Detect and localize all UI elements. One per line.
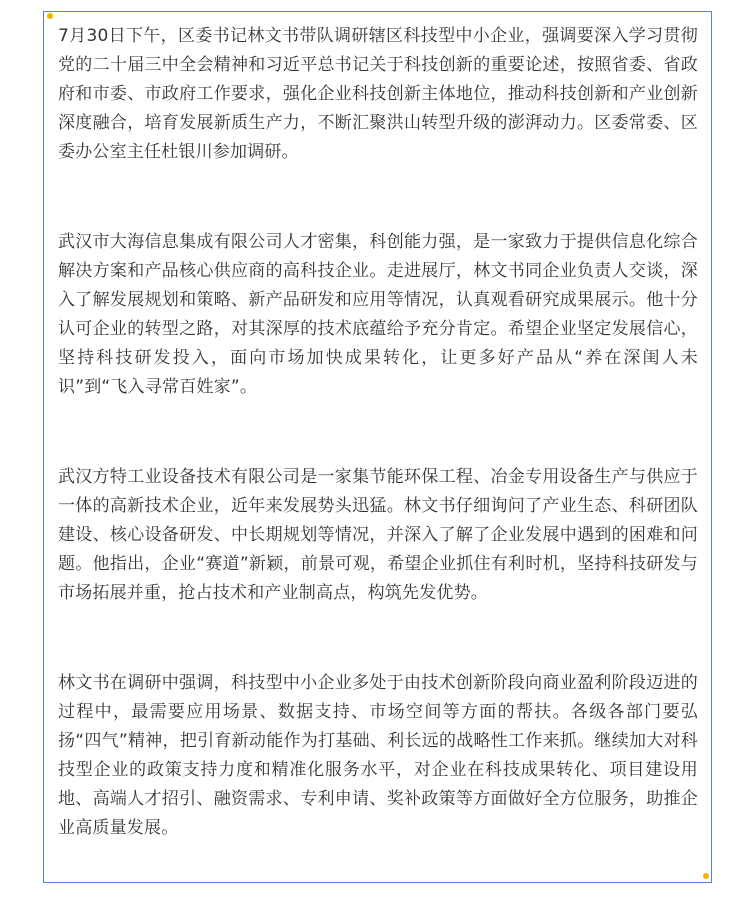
corner-dot-top-left <box>47 13 53 19</box>
paragraph-1: 7月30日下午，区委书记林文书带队调研辖区科技型中小企业，强调要深入学习贯彻党的二十届三中全会精神和习近平总书记关于科技创新的重要论述，按照省委、省政府和市委、市政府工作要求，强化企业科技创新主体地位，推动科技创新和产业创新深度融合，培育发展新质生产力，不断汇聚洪山转型升级的澎湃动力。区委常委、区委办公室主任杜银川参加调研。 <box>58 26 698 162</box>
paragraph-2: 武汉市大海信息集成有限公司人才密集，科创能力强，是一家致力于提供信息化综合解决方案和产品核心供应商的高科技企业。走进展厅，林文书同企业负责人交谈，深入了解发展规划和策略、新产品研发和应用等情况，认真观看研究成果展示。他十分认可企业的转型之路，对其深厚的技术底蕴给予充分肯定。希望企业坚定发展信心，坚持科技研发投入，面向市场加快成果转化，让更多好产品从“养在深闺人未识”到“飞入寻常百姓家”。 <box>58 232 698 397</box>
corner-dot-bottom-right <box>703 873 709 879</box>
paragraph-4: 林文书在调研中强调，科技型中小企业多处于由技术创新阶段向商业盈利阶段迈进的过程中，最需要应用场景、数据支持、市场空间等方面的帮扶。各级各部门要弘扬“四气”精神，把引育新动能作为打基础、利长远的战略性工作来抓。继续加大对科技型企业的政策支持力度和精准化服务水平，对企业在科技成果转化、项目建设用地、高端人才招引、融资需求、专利申请、奖补政策等方面做好全方位服务，助推企业高质量发展。 <box>58 673 698 838</box>
paragraph-3: 武汉方特工业设备技术有限公司是一家集节能环保工程、冶金专用设备生产与供应于一体的高新技术企业，近年来发展势头迅猛。林文书仔细询问了产业生态、科研团队建设、核心设备研发、中长期规划等情况，并深入了解了企业发展中遇到的困难和问题。他指出，企业“赛道”新颖，前景可观，希望企业抓住有利时机，坚持科技研发与市场拓展并重，抢占技术和产业制高点，构筑先发优势。 <box>58 467 698 603</box>
